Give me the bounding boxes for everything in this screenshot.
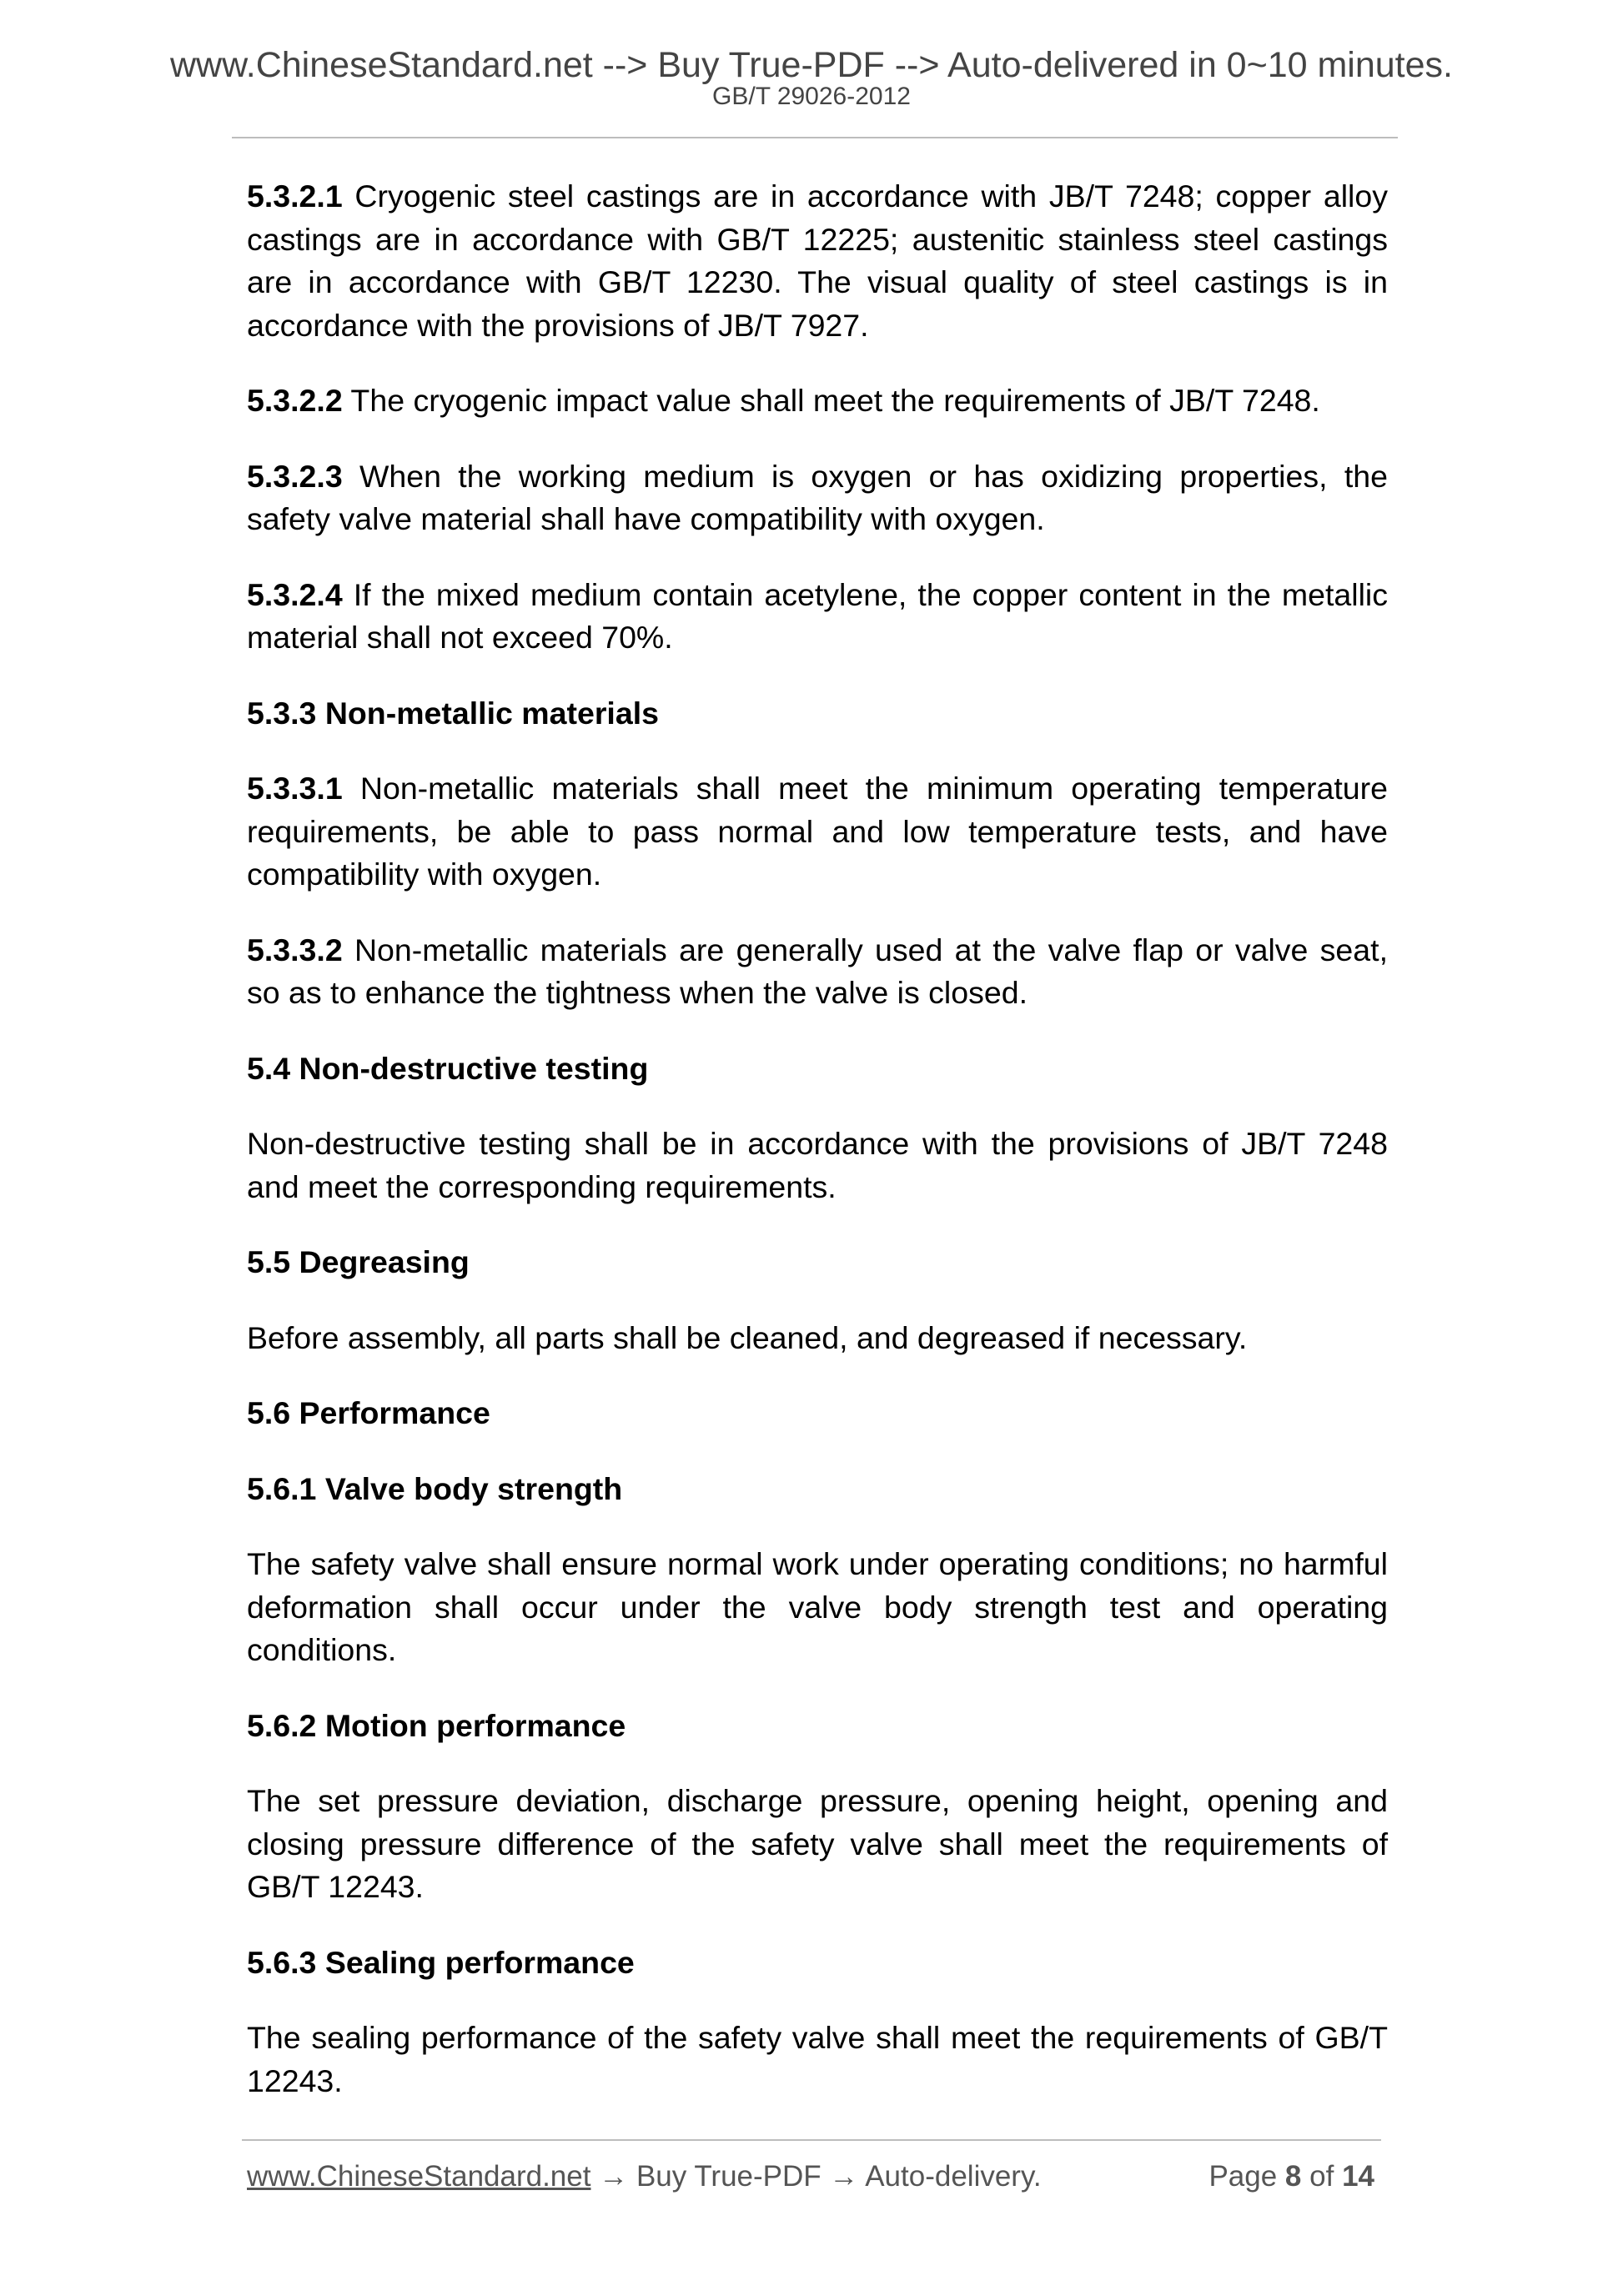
clause-number: 5.3.2.3 — [247, 458, 343, 494]
paragraph-sealing-performance — [247, 2017, 1388, 2103]
clause-5-3-2-4 — [247, 574, 1388, 660]
heading-5-3-3: 5.3.3 Non-metallic materials — [247, 695, 659, 731]
arrow-right-icon: → — [829, 2160, 859, 2193]
clause-text: Non-metallic materials shall meet the minimum operating temperature requirements, be able to pass normal and low temperature tests, and have compatibility with oxygen. — [247, 771, 1388, 892]
clause-number: 5.3.2.4 — [247, 576, 343, 612]
clause-number: 5.3.2.2 — [247, 383, 343, 418]
clause-5-3-2-2 — [247, 379, 1388, 423]
clause-number: 5.3.3.2 — [247, 932, 343, 967]
arrow-right-icon: → — [599, 2160, 629, 2193]
heading-5-6-2: 5.6.2 Motion performance — [247, 1707, 626, 1743]
page-indicator — [1208, 2158, 1374, 2195]
clause-5-3-2-1 — [247, 175, 1388, 347]
paragraph-valve-body-strength — [247, 1543, 1388, 1672]
document-body — [247, 175, 1388, 2135]
auto-delivery-text: Auto-delivery. — [865, 2160, 1042, 2193]
footer-divider — [242, 2139, 1381, 2141]
buy-true-pdf-text: Buy True-PDF — [636, 2160, 822, 2193]
page-label: Page — [1208, 2160, 1278, 2193]
clause-number: 5.3.3.1 — [247, 771, 343, 806]
clause-5-3-3-1 — [247, 767, 1388, 897]
clause-text: When the working medium is oxygen or has oxidizing properties, the safety valve material shall have compatibility with oxygen. — [247, 458, 1388, 536]
paragraph-degreasing — [247, 1317, 1388, 1360]
clause-text: If the mixed medium contain acetylene, the copper content in the metallic material shall not exceed 70%. — [247, 576, 1388, 655]
site-link[interactable]: www.ChineseStandard.net — [247, 2160, 591, 2193]
clause-text: Before assembly, all parts shall be cleaned, and degreased if necessary. — [247, 1319, 1248, 1355]
clause-text: The sealing performance of the safety valve shall meet the requirements of GB/T 12243. — [247, 2020, 1388, 2098]
page-total: 14 — [1342, 2160, 1374, 2193]
clause-text: The cryogenic impact value shall meet the requirements of JB/T 7248. — [342, 383, 1320, 418]
clause-text: The safety valve shall ensure normal work under operating conditions; no harmful deformation shall occur under the valve body strength test and operating conditions. — [247, 1546, 1388, 1667]
clause-5-3-2-3 — [247, 455, 1388, 541]
clause-text: Non-destructive testing shall be in accordance with the provisions of JB/T 7248 and meet the corresponding requirements. — [247, 1126, 1388, 1204]
heading-5-6: 5.6 Performance — [247, 1395, 490, 1430]
clause-text: Non-metallic materials are generally used at the valve flap or valve seat, so as to enhance the tightness when the valve is closed. — [247, 932, 1388, 1010]
standard-code: GB/T 29026-2012 — [712, 83, 911, 110]
site-banner: www.ChineseStandard.net --> Buy True-PDF --> Auto-delivered in 0~10 minutes. — [169, 45, 1453, 85]
clause-number: 5.3.2.1 — [247, 178, 343, 214]
paragraph-motion-performance — [247, 1780, 1388, 1909]
page-footer — [247, 2158, 1381, 2195]
paragraph-nondestructive-testing — [247, 1123, 1388, 1208]
clause-5-3-3-2 — [247, 929, 1388, 1015]
page-current: 8 — [1284, 2160, 1302, 2193]
heading-5-6-3: 5.6.3 Sealing performance — [247, 1944, 635, 1980]
heading-5-5: 5.5 Degreasing — [247, 1244, 470, 1279]
heading-5-4: 5.4 Non-destructive testing — [247, 1050, 649, 1086]
page-of: of — [1309, 2160, 1334, 2193]
header-divider — [232, 137, 1398, 138]
clause-text: Cryogenic steel castings are in accordance with JB/T 7248; copper alloy castings are in accordance with GB/T 12225; austenitic stainless steel castings are in accordance with GB/T 12230. The visual quality of steel castings is in accordance with the provisions of JB/T 7927. — [247, 178, 1388, 343]
clause-text: The set pressure deviation, discharge pressure, opening height, opening and closing pressure difference of the safety valve shall meet the requirements of GB/T 12243. — [247, 1783, 1388, 1904]
heading-5-6-1: 5.6.1 Valve body strength — [247, 1470, 623, 1506]
